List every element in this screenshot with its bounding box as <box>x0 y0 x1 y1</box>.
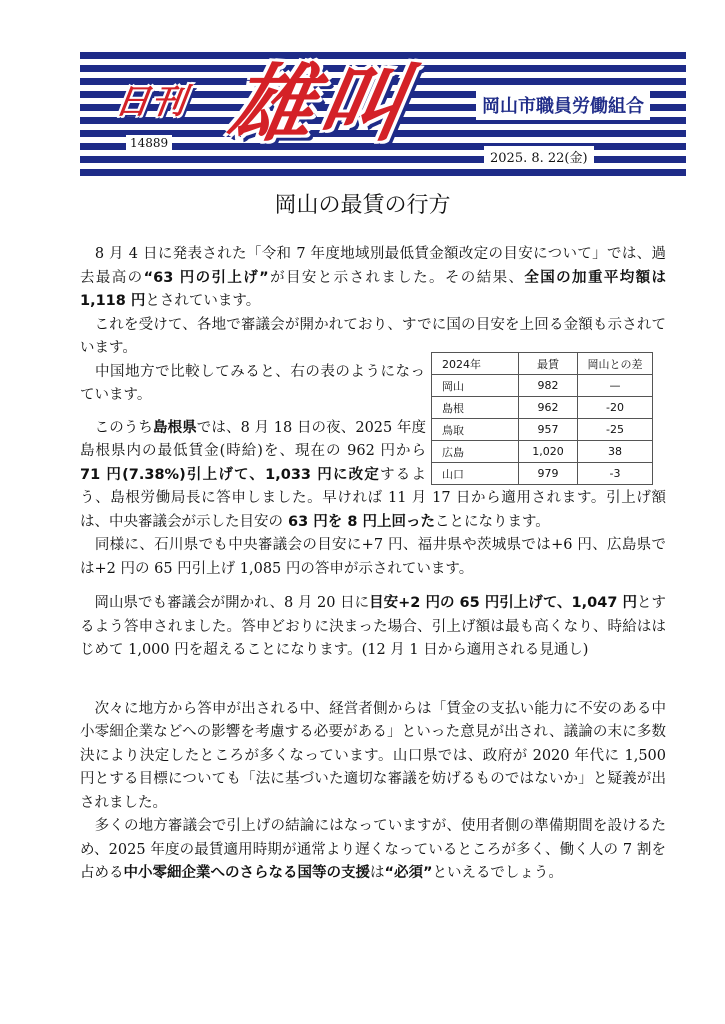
text-span: するよう、島根労働局長に答申しました。早ければ 11 月 17 日から適用されます。引上げ額は、中央審議会が示した目安の <box>80 466 666 530</box>
text-span: 多くの地方審議会で引上げの結論にはなっていますが、使用者側の準備期間を設けるため、2025 年度の最賃適用時期が通常より遅くなっているところが多く、働く人の 7 割を占める <box>80 818 666 881</box>
text-span: これを受けて、各地で審議会が開かれており、すでに国の目安を上回る金額も示されています。 <box>80 316 666 356</box>
text-span: といえるでしょう。 <box>432 865 563 881</box>
paragraph-chugoku <box>80 361 425 408</box>
paragraph-okayama <box>80 592 666 663</box>
table-header-cell: 最賃 <box>519 353 578 375</box>
logo-otakebi: 雄叫 <box>221 55 419 153</box>
text-span: とされています。 <box>145 293 261 309</box>
table-spacer <box>426 417 666 487</box>
table-cell: 957 <box>519 419 578 441</box>
issue-date: 2025. 8. 22(金) <box>484 146 594 167</box>
table-header-cell: 2024年 <box>432 353 519 375</box>
table-cell: — <box>578 375 653 397</box>
text-span: 次々に地方から答申が出される中、経営者側からは「賃金の支払い能力に不安のある中小零細企業などへの影響を考慮する必要がある」といった意見が出され、議論の末に多数決により決定したところが多くなっています。山口県では、政府が 2020 年代に 1,500 円とする目標についても「法に基づいた適切な審議を妨げるものではないか」と疑義が出されました。 <box>80 700 666 811</box>
masthead <box>80 52 686 176</box>
table-cell: 岡山 <box>432 375 519 397</box>
highlight-okayama-raise: 目安+2 円の 65 円引上げて、1,047 円 <box>369 595 637 611</box>
paragraph-conclusion <box>80 815 666 886</box>
text-span: とするよう答申されました。答申どおりに決まった場合、引上げ額は最も高くなり、時給ははじめて 1,000 円を超えることになります。(12 月 1 日から適用される見通し) <box>80 595 667 658</box>
text-span: 8 月 4 日に発表された「令和 7 年度地域別最低賃金額改定の目安について」では、過去最高の <box>80 246 666 286</box>
article-body <box>80 243 666 886</box>
text-span: 中国地方で比較してみると、右の表のようになっています。 <box>80 363 426 403</box>
text-span: ことになります。 <box>434 513 550 530</box>
table-cell: -20 <box>578 397 653 419</box>
table-cell: 鳥取 <box>432 419 519 441</box>
table-cell: 広島 <box>432 441 519 463</box>
highlight-shimane-raise: 71 円(7.38%)引上げて、1,033 円に改定 <box>80 466 381 483</box>
logo-daily: 日刊 <box>112 82 191 122</box>
highlight-national-average: 全国の加重平均額は 1,118 円 <box>80 269 667 309</box>
paragraph-other-prefectures <box>80 534 666 581</box>
page-title: 岡山の最賃の行方 <box>274 193 451 218</box>
paragraph-announcement <box>80 243 666 314</box>
table-cell: 979 <box>519 463 578 485</box>
highlight-63yen: “63 円の引上げ” <box>143 269 269 286</box>
highlight-essential: “必須” <box>384 865 433 881</box>
paragraph-shimane <box>80 417 666 535</box>
table-cell: 38 <box>578 441 653 463</box>
table-cell: 山口 <box>432 463 519 485</box>
table-header-cell: 岡山との差 <box>578 353 653 375</box>
highlight-8yen-over: 63 円を 8 円上回った <box>283 513 435 530</box>
text-span: が目安と示されました。その結果、 <box>268 269 525 286</box>
text-span: 岡山県でも審議会が開かれ、8 月 20 日に <box>94 595 370 611</box>
text-span: 同様に、石川県でも中央審議会の目安に+7 円、福井県や茨城県では+6 円、広島県では+2 円の 65 円引上げ 1,085 円の答申が示されています。 <box>80 537 666 577</box>
table-cell: 962 <box>519 397 578 419</box>
text-span: は <box>370 865 385 881</box>
issue-number: 14889 <box>126 135 172 151</box>
table-cell: 982 <box>519 375 578 397</box>
text-span: このうち <box>94 419 153 436</box>
highlight-shimane: 島根県 <box>153 419 197 436</box>
table-cell: -25 <box>578 419 653 441</box>
paragraph-employers <box>80 698 666 816</box>
highlight-sme-support: 中小零細企業へのさらなる国等の支援 <box>123 865 370 881</box>
paragraph-councils <box>80 314 666 361</box>
table-cell: 1,020 <box>519 441 578 463</box>
text-span: では、8 月 18 日の夜、2025 年度島根県内の最低賃金(時給)を、現在の 962 円から <box>80 419 427 459</box>
union-name: 岡山市職員労働組合 <box>476 90 650 120</box>
table-cell: -3 <box>578 463 653 485</box>
table-cell: 島根 <box>432 397 519 419</box>
